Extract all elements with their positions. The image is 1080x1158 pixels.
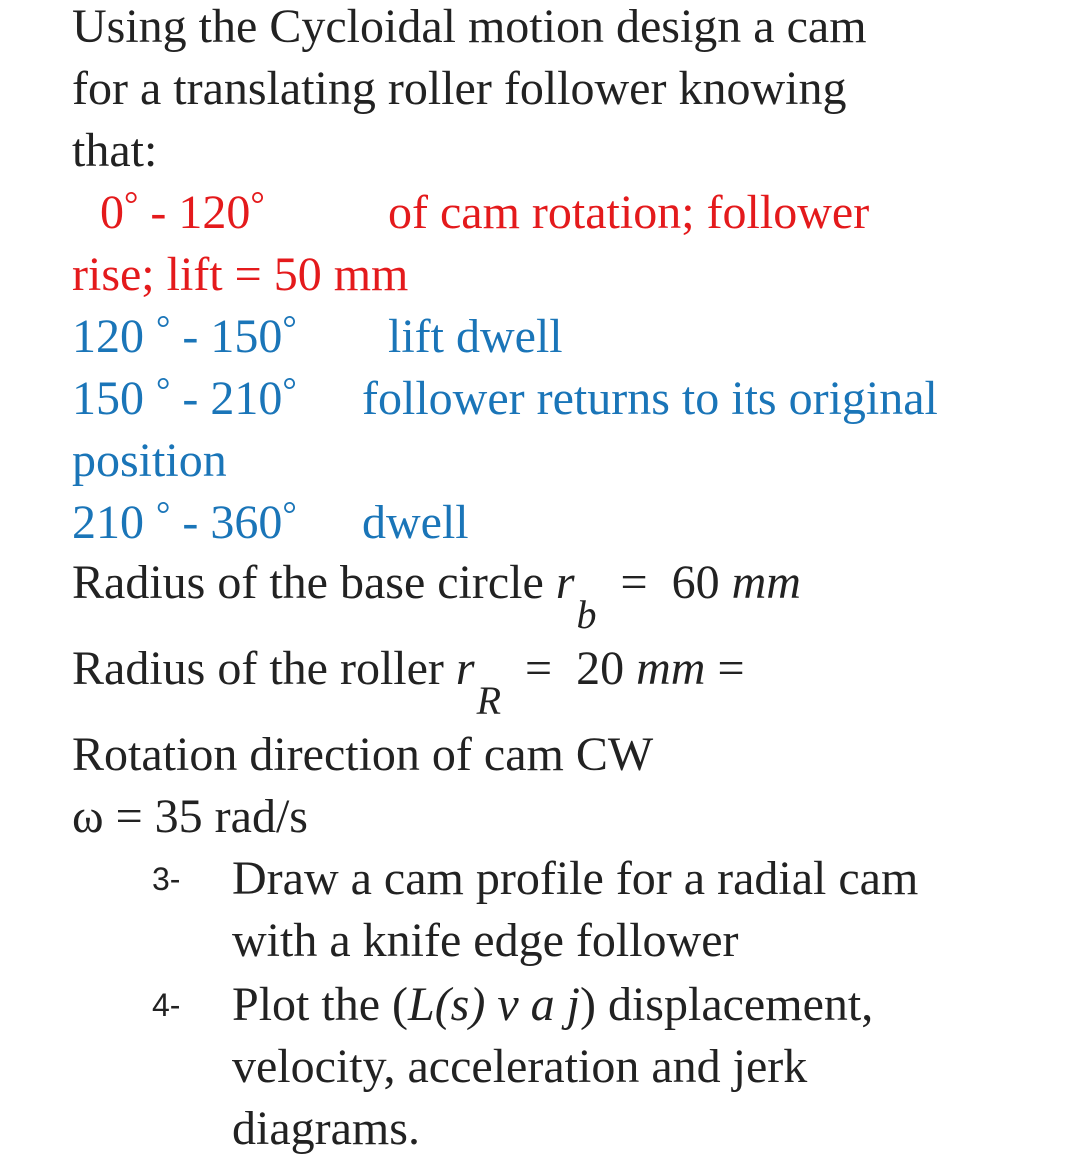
segment-dwell-desc: lift dwell	[388, 310, 563, 363]
task-3-line-2: with a knife edge follower	[232, 914, 739, 967]
segment-rise-range: 0° - 120°	[100, 184, 265, 239]
segment-rise-lift: rise; lift = 50 mm	[72, 248, 409, 301]
intro-line-3: that:	[72, 124, 158, 177]
task-3-line-1: Draw a cam profile for a radial cam	[232, 852, 919, 905]
segment-return-desc-2: position	[72, 434, 227, 487]
segment-dwell-range: 120 ° - 150°	[72, 308, 297, 363]
intro-line-1: Using the Cycloidal motion design a cam	[72, 0, 867, 53]
base-circle-radius: Radius of the base circle $r_b = 60$ mm	[72, 556, 801, 637]
task-4-line-3: diagrams.	[232, 1102, 420, 1155]
task-4-line-1: Plot the (L(s) v a j) displacement,	[232, 978, 874, 1031]
segment-rise-desc: of cam rotation; follower	[388, 186, 870, 239]
roller-radius: Radius of the roller $r_R = 20$ mm =	[72, 642, 745, 723]
segment-return-desc: follower returns to its original	[362, 372, 938, 425]
segment-return-range: 150 ° - 210°	[72, 370, 297, 425]
task-4-number: 4-	[152, 987, 181, 1023]
rotation-direction: Rotation direction of cam CW	[72, 728, 654, 781]
task-3-number: 3-	[152, 861, 181, 897]
segment-final-dwell-desc: dwell	[362, 496, 469, 549]
intro-line-2: for a translating roller follower knowing	[72, 62, 847, 115]
task-4-line-2: velocity, acceleration and jerk	[232, 1040, 808, 1093]
angular-velocity: ω = 35 rad/s	[72, 790, 308, 843]
segment-final-dwell-range: 210 ° - 360°	[72, 494, 297, 549]
